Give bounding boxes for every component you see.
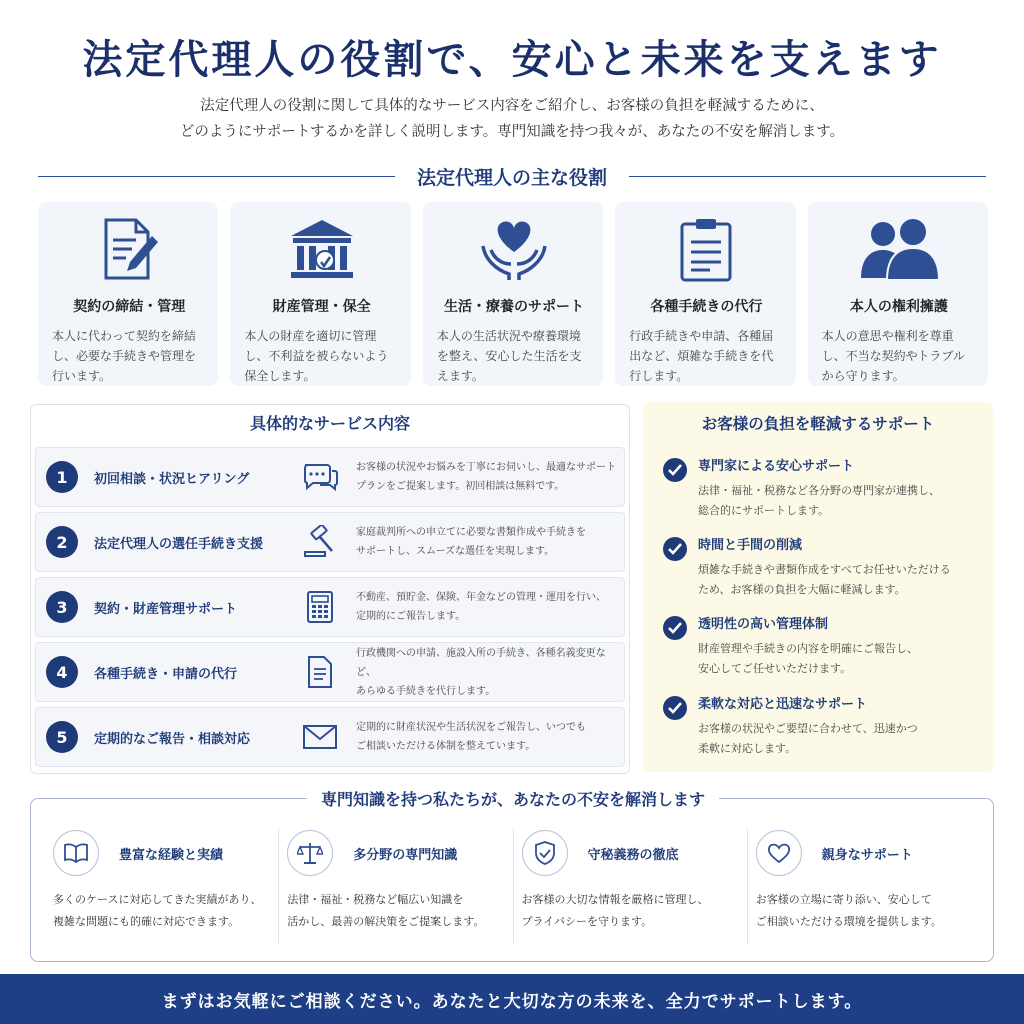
burden-desc-line: 財産管理や手続きの内容を明確にご報告し、 (698, 642, 918, 655)
document-icon (300, 655, 340, 689)
role-title: 生活・療養のサポート (444, 299, 585, 315)
role-desc: 行政手続きや申請、各種届出など、煩雑な手続きを代行します。 (629, 329, 774, 383)
burden-desc-line: ため、お客様の負担を大幅に軽減します。 (698, 583, 906, 596)
burden-item-title: 柔軟な対応と迅速なサポート (698, 697, 868, 712)
check-icon (663, 696, 687, 720)
expertise-desc-line: 活かし、最善の解決策をご提案します。 (287, 915, 485, 928)
services-list (35, 447, 625, 772)
services-panel (30, 404, 630, 774)
bank-icon (244, 214, 398, 284)
service-label: 法定代理人の選任手続き支援 (94, 536, 264, 552)
role-card-rights (808, 202, 988, 386)
footer-text: まずはお気軽にご相談ください。あなたと大切な方の未来を、全力でサポートします。 (161, 991, 863, 1012)
burden-item-desc (698, 639, 983, 679)
service-row (35, 642, 625, 702)
role-card-procedures (615, 202, 795, 386)
roles-heading (38, 163, 986, 190)
role-desc: 本人の意思や権利を尊重し、不当な契約やトラブルから守ります。 (821, 329, 965, 383)
burden-item-desc (698, 719, 983, 759)
expertise-title: 守秘義務の徹底 (587, 847, 679, 863)
burden-desc-line: 煩雑な手続きや書類作成をすべてお任せいただける (698, 563, 951, 576)
expertise-title: 豊富な経験と実績 (119, 847, 224, 863)
service-desc-line: 定期的にご報告します。 (356, 611, 466, 622)
service-desc-line: サポートし、スムーズな選任を実現します。 (356, 546, 555, 557)
role-desc: 本人の生活状況や療養環境を整え、安心した生活を支えます。 (436, 329, 582, 383)
contract-icon (52, 214, 206, 284)
expertise-heading-text: 専門知識を持つ私たちが、あなたの不安を解消します (307, 790, 719, 809)
burden-item (663, 696, 983, 759)
roles-heading-text: 法定代理人の主な役割 (417, 167, 608, 189)
service-row (35, 512, 625, 572)
role-title: 本人の権利擁護 (849, 299, 948, 315)
service-desc (356, 644, 624, 701)
expertise-item (748, 829, 981, 943)
step-number: 1 (46, 461, 78, 493)
service-label: 契約・財産管理サポート (94, 601, 238, 617)
role-card-contract (38, 202, 218, 386)
expertise-item (514, 829, 748, 943)
expertise-desc (522, 889, 739, 933)
expertise-desc (287, 889, 504, 933)
burden-desc-line: 総合的にサポートします。 (698, 504, 830, 517)
role-cards (38, 202, 988, 386)
calculator-icon (300, 590, 340, 624)
shield-check-icon (522, 830, 568, 876)
expertise-heading (31, 787, 995, 810)
burden-item (663, 458, 983, 521)
role-title: 財産管理・保全 (272, 299, 371, 315)
burden-item-title: 透明性の高い管理体制 (698, 617, 829, 632)
check-icon (663, 458, 687, 482)
intro-line: どのようにサポートするかを詳しく説明します。専門知識を持つ我々が、あなたの不安を解消します。 (179, 124, 845, 140)
burden-desc-line: 法律・福祉・税務など各分野の専門家が連携し、 (698, 484, 940, 497)
service-desc (356, 523, 586, 561)
burden-item-title: 時間と手間の削減 (698, 538, 803, 553)
service-desc-line: 不動産、預貯金、保険、年金などの管理・運用を行い、 (356, 592, 606, 603)
step-number: 5 (46, 721, 78, 753)
burden-item (663, 616, 983, 679)
expertise-desc-line: ご相談いただける環境を提供します。 (755, 915, 942, 928)
role-title: 各種手続きの代行 (650, 299, 763, 315)
role-card-life (423, 202, 603, 386)
scales-icon (287, 830, 333, 876)
expertise-panel (30, 790, 994, 962)
clipboard-icon (629, 214, 783, 284)
divider (629, 176, 986, 178)
services-heading: 具体的なサービス内容 (249, 414, 410, 433)
burden-item (663, 537, 983, 600)
heart-outline-icon (756, 830, 802, 876)
expertise-item (279, 829, 513, 943)
intro-line: 法定代理人の役割に関して具体的なサービス内容をご紹介し、お客様の負担を軽減するために、 (200, 98, 824, 114)
service-desc-line: ご相談いただける体制を整えています。 (356, 741, 536, 752)
heart-hands-icon (437, 214, 591, 284)
role-title: 契約の締結・管理 (73, 299, 186, 315)
role-desc: 本人に代わって契約を締結し、必要な手続きや管理を行います。 (52, 329, 197, 383)
check-icon (663, 616, 687, 640)
people-icon (822, 214, 976, 284)
chat-icon (300, 461, 340, 493)
expertise-desc-line: お客様の大切な情報を厳格に管理し、 (521, 893, 709, 906)
service-row (35, 577, 625, 637)
role-desc: 本人の財産を適切に管理し、不利益を被らないよう保全します。 (244, 329, 389, 383)
expertise-item (45, 829, 279, 943)
service-desc (356, 458, 616, 496)
expertise-title: 多分野の専門知識 (353, 847, 458, 863)
service-label: 定期的なご報告・相談対応 (94, 731, 251, 747)
step-number: 3 (46, 591, 78, 623)
expertise-desc-line: お客様の立場に寄り添い、安心して (755, 893, 932, 906)
expertise-desc-line: 複雑な問題にも的確に対応できます。 (53, 915, 240, 928)
expertise-desc (756, 889, 973, 933)
intro-text (0, 93, 1024, 145)
service-label: 各種手続き・申請の代行 (94, 666, 238, 682)
service-row (35, 447, 625, 507)
book-icon (53, 830, 99, 876)
burden-heading: お客様の負担を軽減するサポート (701, 415, 935, 433)
page-title: 法定代理人の役割で、安心と未来を支えます (82, 36, 942, 83)
burden-item-desc (698, 560, 983, 600)
check-icon (663, 537, 687, 561)
expertise-desc-line: 多くのケースに対応してきた実績があり、 (53, 893, 262, 906)
burden-item-desc (698, 481, 983, 521)
service-label: 初回相談・状況ヒアリング (94, 471, 250, 487)
service-desc (356, 588, 606, 626)
expertise-desc-line: 法律・福祉・税務など幅広い知識を (287, 893, 464, 906)
envelope-icon (300, 724, 340, 750)
divider (38, 176, 395, 178)
step-number: 4 (46, 656, 78, 688)
expertise-title: 親身なサポート (821, 847, 913, 863)
step-number: 2 (46, 526, 78, 558)
service-desc-line: 家庭裁判所への申立てに必要な書類作成や手続きを (356, 527, 586, 538)
expertise-columns (45, 829, 981, 943)
service-desc-line: 定期的に財産状況や生活状況をご報告し、いつでも (356, 722, 586, 733)
burden-desc-line: 安心してご任せいただけます。 (698, 662, 852, 675)
gavel-icon (300, 525, 340, 559)
service-desc-line: お客様の状況やお悩みを丁寧にお伺いし、最適なサポート (356, 462, 616, 473)
service-desc-line: 行政機関への申請、施設入所の手続き、各種名義変更など、 (356, 647, 606, 678)
burden-desc-line: 柔軟に対応します。 (698, 742, 797, 755)
burden-item-title: 専門家による安心サポート (698, 459, 855, 474)
footer-banner (0, 974, 1024, 1024)
burden-desc-line: お客様の状況やご要望に合わせて、迅速かつ (698, 722, 918, 735)
expertise-desc-line: プライバシーを守ります。 (521, 915, 653, 928)
service-desc (356, 718, 586, 756)
expertise-desc (53, 889, 270, 933)
service-desc-line: プランをご提案します。初回相談は無料です。 (356, 481, 565, 492)
role-card-asset (230, 202, 410, 386)
service-row (35, 707, 625, 767)
service-desc-line: あらゆる手続きを代行します。 (356, 685, 496, 697)
burden-panel (643, 402, 993, 772)
